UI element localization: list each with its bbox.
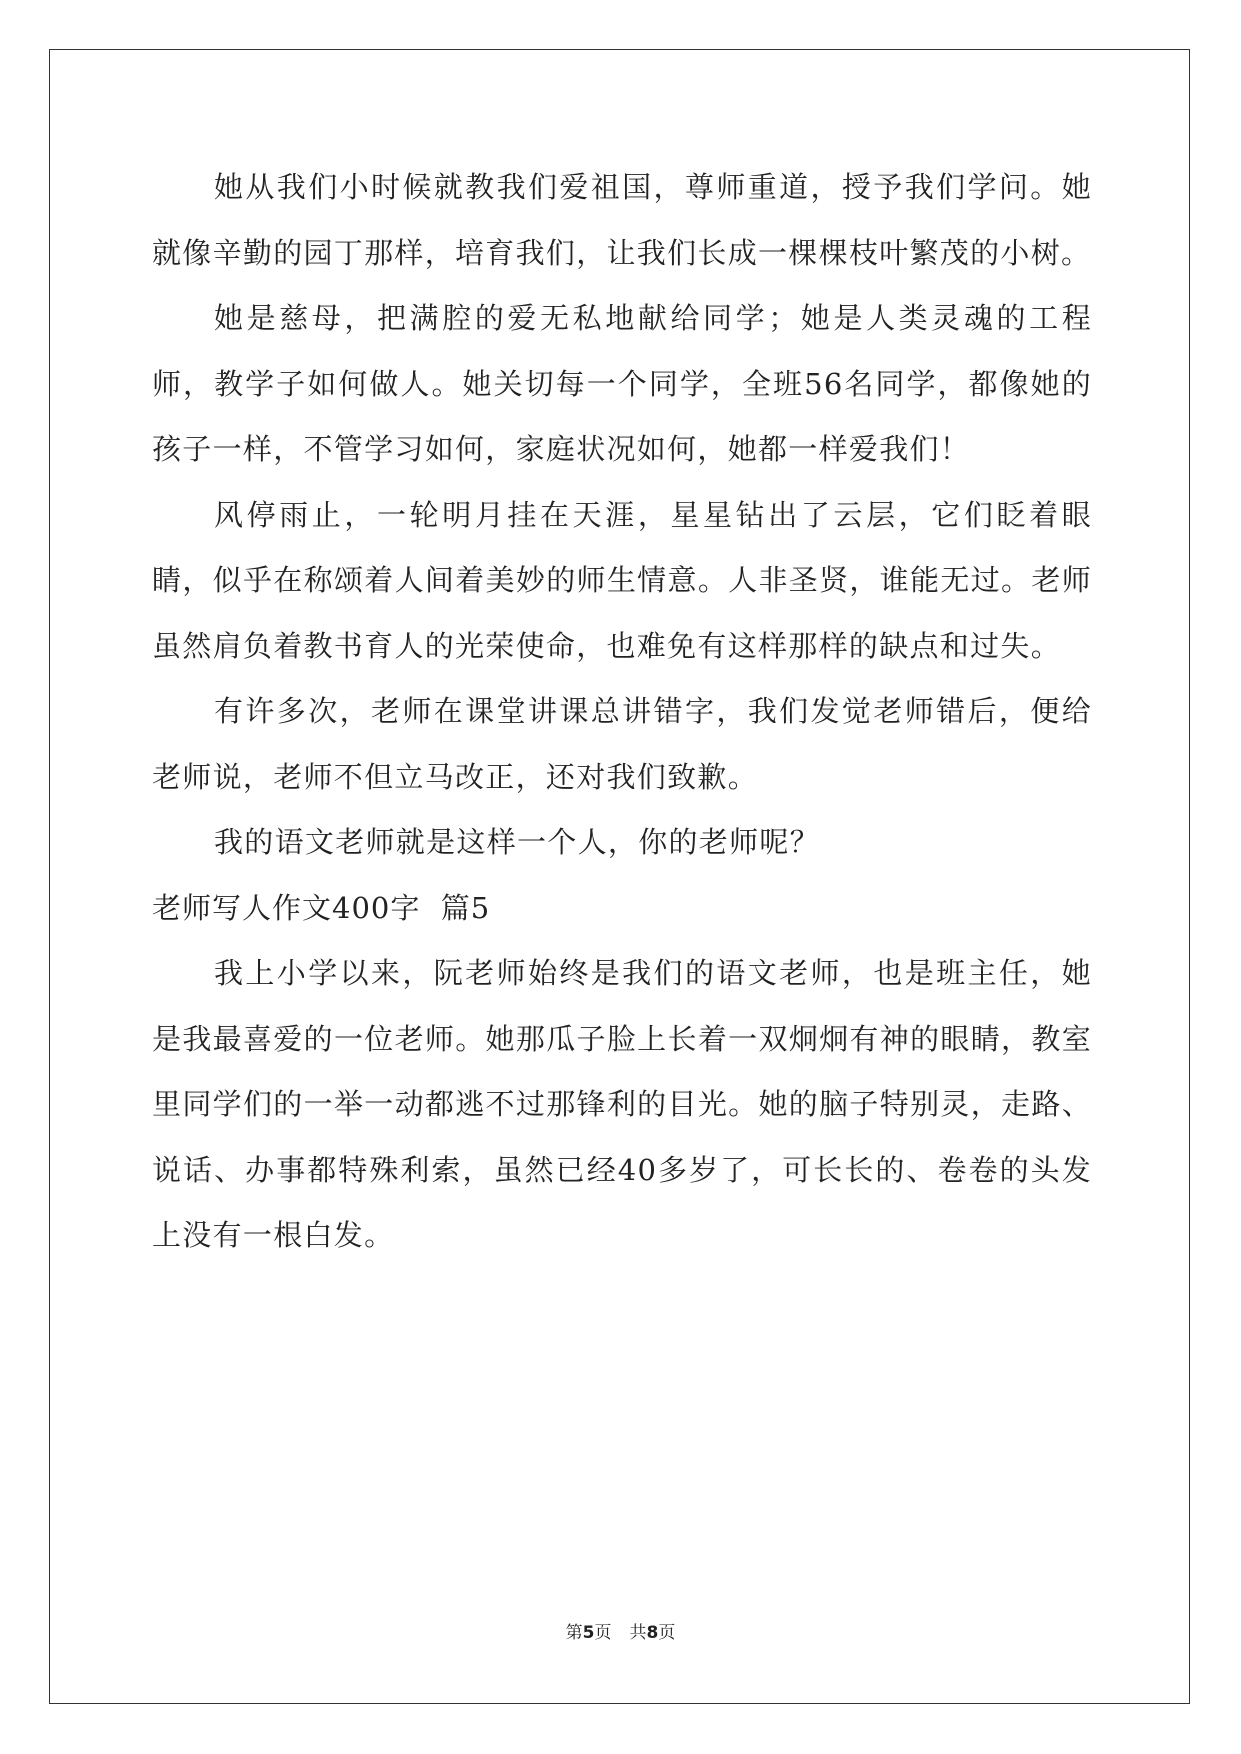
footer-total-prefix: 共 bbox=[629, 1623, 647, 1643]
footer-total-suffix: 页 bbox=[658, 1623, 676, 1643]
footer-page-suffix: 页 bbox=[594, 1623, 612, 1643]
footer-current-page: 5 bbox=[582, 1623, 595, 1643]
page-footer bbox=[0, 1618, 1241, 1643]
paragraph: 有许多次，老师在课堂讲课总讲错字，我们发觉老师错后，便给老师说，老师不但立马改正，还对我们致歉。 bbox=[152, 694, 1092, 794]
paragraph: 风停雨止，一轮明月挂在天涯，星星钻出了云层，它们眨着眼睛，似乎在称颂着人间着美妙的师生情意。人非圣贤，谁能无过。老师虽然肩负着教书育人的光荣使命，也难免有这样那样的缺点和过失。 bbox=[152, 497, 1092, 663]
paragraph: 她从我们小时候就教我们爱祖国，尊师重道，授予我们学问。她就像辛勤的园丁那样，培育我们，让我们长成一棵棵枝叶繁茂的小树。 bbox=[152, 170, 1092, 270]
section-heading: 老师写人作文400字 篇5 bbox=[152, 890, 491, 925]
paragraph: 我的语文老师就是这样一个人，你的老师呢？ bbox=[214, 825, 821, 859]
paragraph: 她是慈母，把满腔的爱无私地献给同学；她是人类灵魂的工程师，教学子如何做人。她关切每一个同学，全班56名同学，都像她的孩子一样，不管学习如何，家庭状况如何，她都一样爱我们！ bbox=[152, 301, 1092, 466]
footer-prefix: 第 bbox=[565, 1623, 583, 1643]
footer-total-pages: 8 bbox=[646, 1623, 659, 1643]
paragraph: 我上小学以来，阮老师始终是我们的语文老师，也是班主任，她是我最喜爱的一位老师。她那瓜子脸上长着一双炯炯有神的眼睛，教室里同学们的一举一动都逃不过那锋利的目光。她的脑子特别灵，走路、说话、办事都特殊利索，虽然已经40多岁了，可长长的、卷卷的头发上没有一根白发。 bbox=[152, 956, 1092, 1252]
document-body bbox=[152, 155, 1092, 1269]
